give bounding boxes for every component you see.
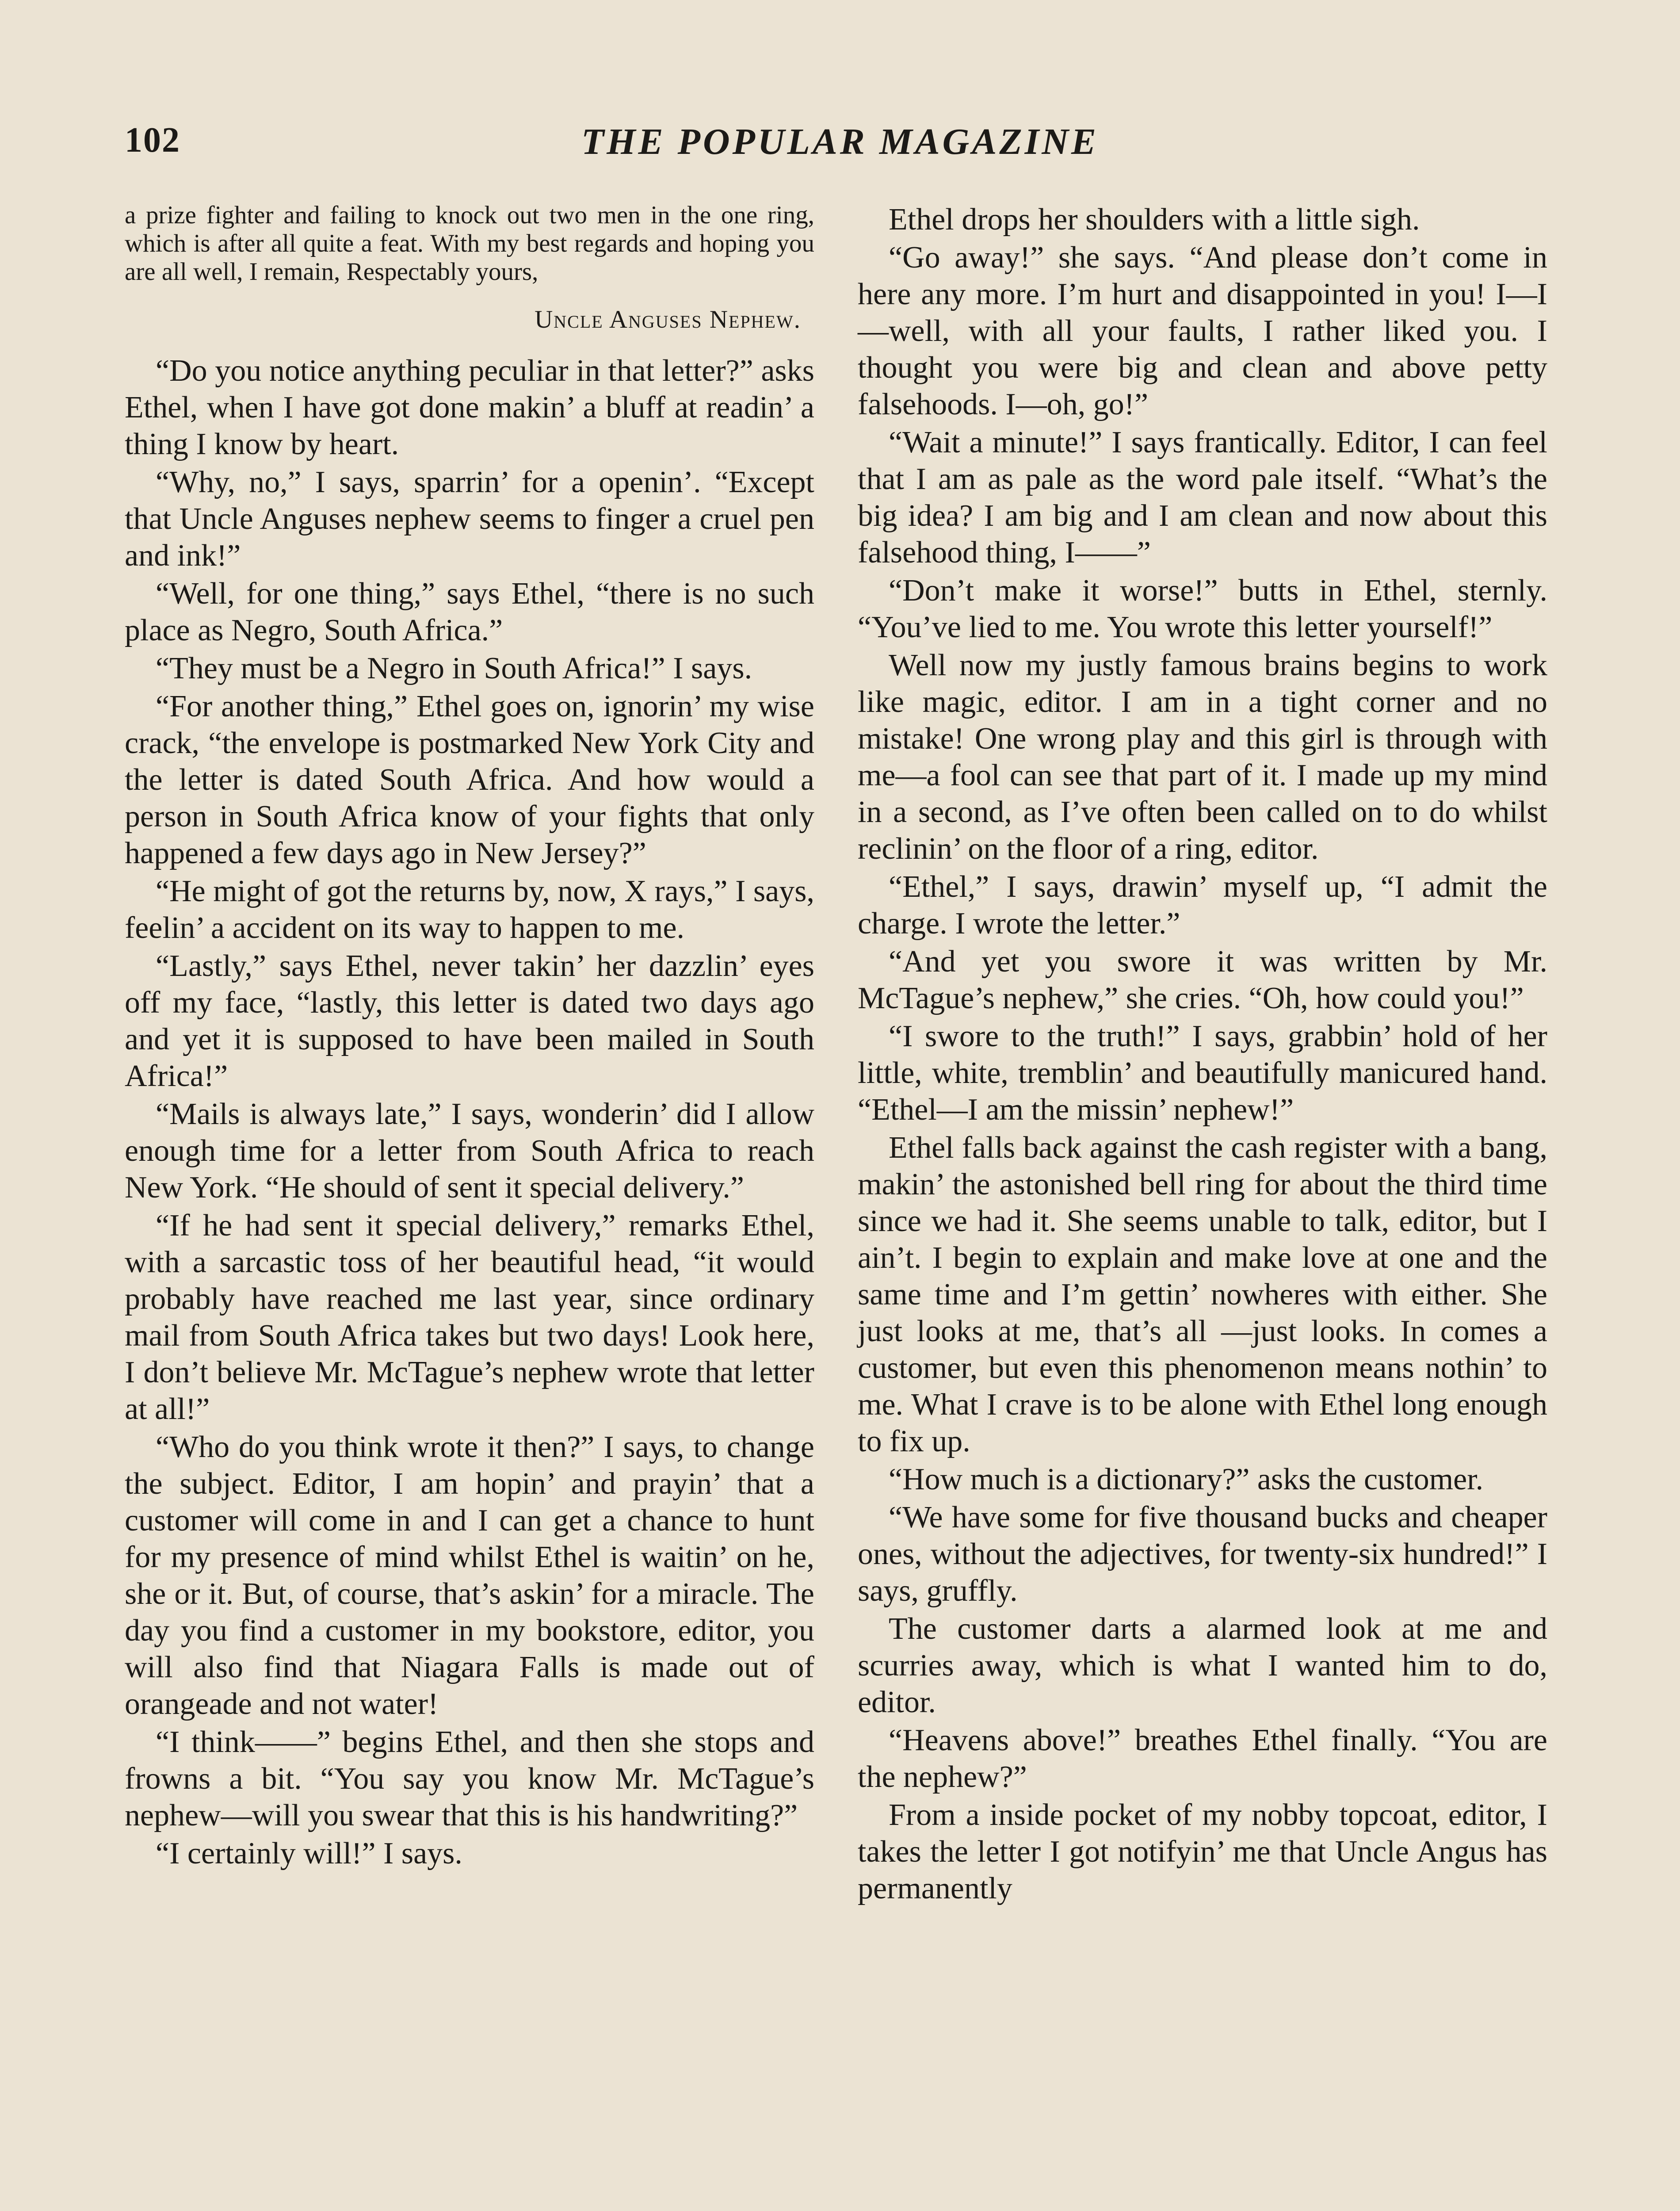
- paragraph: “Mails is always late,” I says, wonderin’ did I allow enough time for a letter from South Africa to reach New York. “He should of sent it special delivery.”: [125, 1097, 814, 1205]
- left-column: [125, 201, 814, 1872]
- paragraph: Ethel drops her shoulders with a little sigh.: [889, 203, 1420, 237]
- paragraph: “Well, for one thing,” says Ethel, “there is no such place as Negro, South Africa.”: [125, 577, 814, 647]
- paragraph: Ethel falls back against the cash register with a bang, makin’ the astonished bell ring for about the third time since we had it. She seems unable to talk, editor, but I ain’t. I begin to explain and make love at one and the same time and I’m gettin’ nowheres with either. She just looks at me, that’s all —just looks. In comes a customer, but even this phenomenon means nothin’ to me. What I crave is to be alone with Ethel long enough to fix up.: [858, 1131, 1547, 1458]
- paragraph: The customer darts a alarmed look at me and scurries away, which is what I wanted him to do, editor.: [858, 1612, 1547, 1719]
- right-column: [858, 201, 1547, 1907]
- letter-signature: Uncle Anguses Nephew.: [535, 306, 801, 333]
- paragraph: “Don’t make it worse!” butts in Ethel, sternly. “You’ve lied to me. You wrote this letter yourself!”: [858, 574, 1547, 644]
- paragraph: “I swore to the truth!” I says, grabbin’ hold of her little, white, tremblin’ and beautifully manicured hand. “Ethel—I am the missin’ nephew!”: [858, 1019, 1547, 1127]
- running-title: THE POPULAR MAGAZINE: [581, 121, 1099, 162]
- paragraph: “Heavens above!” breathes Ethel finally. “You are the nephew?”: [858, 1723, 1547, 1794]
- paragraph: “Why, no,” I says, sparrin’ for a openin’. “Except that Uncle Anguses nephew seems to finger a cruel pen and ink!”: [125, 465, 814, 573]
- letter-closing: a prize fighter and failing to knock out two men in the one ring, which is after all quite a feat. With my best regards and hoping you are all well, I remain, Respectably yours,: [125, 201, 814, 286]
- paragraph: “They must be a Negro in South Africa!” I says.: [156, 651, 752, 685]
- page-number: 102: [125, 121, 180, 160]
- paragraph: “For another thing,” Ethel goes on, ignorin’ my wise crack, “the envelope is postmarked New York City and the letter is dated South Africa. And how would a person in South Africa know of your fights that only happened a few days ago in New Jersey?”: [125, 689, 814, 870]
- paragraph: From a inside pocket of my nobby topcoat, editor, I takes the letter I got notifyin’ me that Uncle Angus has permanently: [858, 1798, 1547, 1905]
- paragraph: “I think——” begins Ethel, and then she stops and frowns a bit. “You say you know Mr. McTague’s nephew—will you swear that this is his handwriting?”: [125, 1725, 814, 1832]
- paragraph: “We have some for five thousand bucks and cheaper ones, without the adjectives, for twenty-six hundred!” I says, gruffly.: [858, 1500, 1547, 1608]
- paragraph: “And yet you swore it was written by Mr. McTague’s nephew,” she cries. “Oh, how could you!”: [858, 945, 1547, 1015]
- paragraph: “Do you notice anything peculiar in that letter?” asks Ethel, when I have got done makin’ a bluff at readin’ a thing I know by heart.: [125, 354, 814, 461]
- paragraph: “Lastly,” says Ethel, never takin’ her dazzlin’ eyes off my face, “lastly, this letter is dated two days ago and yet it is supposed to have been mailed in South Africa!”: [125, 949, 814, 1093]
- paragraph: “I certainly will!” I says.: [156, 1836, 462, 1871]
- paragraph: “If he had sent it special delivery,” remarks Ethel, with a sarcastic toss of her beautiful head, “it would probably have reached me last year, since ordinary mail from South Africa takes but two days! Look here, I don’t believe Mr. McTague’s nephew wrote that letter at all!”: [125, 1209, 814, 1426]
- paragraph: “Go away!” she says. “And please don’t come in here any more. I’m hurt and disappointed in you! I—I—well, with all your faults, I rather liked you. I thought you were big and clean and above petty falsehoods. I—oh, go!”: [858, 241, 1547, 421]
- paragraph: “Ethel,” I says, drawin’ myself up, “I admit the charge. I wrote the letter.”: [858, 870, 1547, 941]
- paragraph: Well now my justly famous brains begins to work like magic, editor. I am in a tight corner and no mistake! One wrong play and this girl is through with me—a fool can see that part of it. I made up my mind in a second, as I’ve often been called on to do whilst reclinin’ on the floor of a ring, editor.: [858, 648, 1547, 866]
- paragraph: “Wait a minute!” I says frantically. Editor, I can feel that I am as pale as the word pale itself. “What’s the big idea? I am big and I am clean and now about this falsehood thing, I——”: [858, 425, 1547, 570]
- paragraph: “How much is a dictionary?” asks the customer.: [889, 1462, 1484, 1496]
- paragraph: “He might of got the returns by, now, X rays,” I says, feelin’ a accident on its way to happen to me.: [125, 874, 814, 945]
- page-header: [0, 120, 1680, 173]
- paragraph: “Who do you think wrote it then?” I says, to change the subject. Editor, I am hopin’ and prayin’ that a customer will come in and I can get a chance to hunt for my presence of mind whilst Ethel is waitin’ on he, she or it. But, of course, that’s askin’ for a miracle. The day you find a customer in my bookstore, editor, you will also find that Niagara Falls is made out of orangeade and not water!: [125, 1430, 814, 1721]
